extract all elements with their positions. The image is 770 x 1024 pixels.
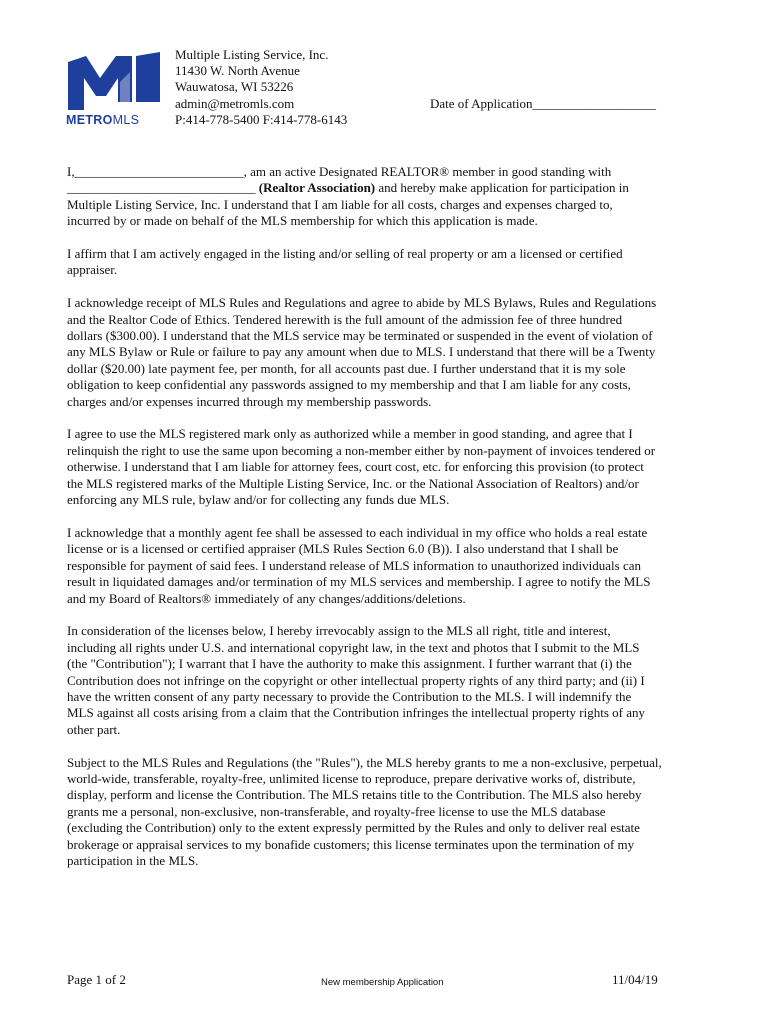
address-line: 11430 W. North Avenue xyxy=(175,63,300,79)
text-line: other part. xyxy=(67,721,121,737)
text-line: MLS against all costs arising from a claim that the Contribution infringes the intellectual property rights of any xyxy=(67,705,646,721)
text-line: I agree to use the MLS registered mark only as authorized while a member in good standing, and agree that I xyxy=(67,426,633,442)
text-line: (the "Contribution"); I warrant that I have the authority to make this assignment. I further warrant that (i) the xyxy=(67,656,632,672)
paragraph-copyright-assignment xyxy=(67,623,707,738)
text-line: Multiple Listing Service, Inc. I understand that I am liable for all costs, charges and expenses charged to, xyxy=(67,196,613,212)
text-line: I affirm that I am actively engaged in the listing and/or selling of real property or am a licensed or certified xyxy=(67,246,623,262)
text-line: responsible for payment of said fees. I understand release of MLS information to unauthorized individuals can xyxy=(67,557,642,573)
paragraph-rules-fees xyxy=(67,295,707,410)
date-of-application-field[interactable]: Date of Application___________________ xyxy=(430,96,657,111)
address-block xyxy=(175,47,347,128)
paragraph-affirmation xyxy=(67,246,707,279)
realtor-association-label: (Realtor Association) xyxy=(258,180,376,196)
text-line: any MLS Bylaw or Rule or failure to pay any amount when due to MLS. I understand that there will be a Twenty xyxy=(67,344,656,360)
text-line: In consideration of the licenses below, I hereby irrevocably assign to the MLS all right, title and interest, xyxy=(67,623,611,639)
text-line: enforcing any MLS rule, bylaw and/or for collecting any funds due MLS. xyxy=(67,492,450,508)
text-line: (excluding the Contribution) only to the extent expressly permitted by the Rules and only to deliver real estate xyxy=(67,820,640,836)
text-line: and my Board of Realtors® immediately of any changes/additions/deletions. xyxy=(67,590,466,606)
text-line: appraiser. xyxy=(67,262,118,278)
text-line: license or is a licensed or certified appraiser (MLS Rules Section 6.0 (B)). I also understand that I shall be xyxy=(67,541,619,557)
text-line: dollars ($300.00). I understand that the MLS service may be terminated or suspended in the event of violation of xyxy=(67,328,653,344)
text-line: grants me a personal, non-exclusive, non-transferable, and royalty-free license to use the MLS database xyxy=(67,803,606,819)
text-line: brokerage or appraisal services to my bonafide customers; this license terminates upon the termination of my xyxy=(67,836,635,852)
text-line: otherwise. I understand that I am liable for attorney fees, court cost, etc. for enforcing this provision (to protect xyxy=(67,459,644,475)
paragraph-agent-fee xyxy=(67,525,707,607)
text-line: _____________________________ (Realtor Association) and hereby make application for participation in xyxy=(67,180,629,196)
footer-title: New membership Application xyxy=(321,977,444,988)
page-number: Page 1 of 2 xyxy=(67,972,126,987)
text-line: participation in the MLS. xyxy=(67,852,199,868)
text-line: incurred by or made on behalf of the MLS membership for which this application is made. xyxy=(67,213,538,229)
text-line: the MLS registered marks of the Multiple Listing Service, Inc. or the National Association of Realtors) and/or xyxy=(67,475,639,491)
text-line: I acknowledge receipt of MLS Rules and Regulations and agree to abide by MLS Bylaws, Rules and Regulations xyxy=(67,295,657,311)
paragraph-registered-mark xyxy=(67,426,707,508)
text-line: world-wide, transferable, royalty-free, unlimited license to reproduce, prepare derivative works of, distribute, xyxy=(67,770,636,786)
address-line: Wauwatosa, WI 53226 xyxy=(175,79,294,95)
text-line: and the Realtor Code of Ethics. Tendered herewith is the full amount of the admission fee of three hundred xyxy=(67,311,623,327)
text-line: dollar ($20.00) late payment fee, per month, for all accounts past due. I further understand that it is my sole xyxy=(67,360,626,376)
text-line: result in liquidated damages and/or termination of my MLS services and membership. I agree to notify the MLS xyxy=(67,574,651,590)
text-line: including all rights under U.S. and international copyright law, in the text and photos that I submit to the MLS xyxy=(67,639,640,655)
text-line: charges and/or expenses incurred through my membership passwords. xyxy=(67,393,432,409)
text-line: obligation to keep confidential any passwords assigned to my membership and that I am liable for any costs, xyxy=(67,377,631,393)
address-line: Multiple Listing Service, Inc. xyxy=(175,47,329,62)
paragraph-license-grant xyxy=(67,755,707,870)
text-line: I,__________________________, am an active Designated REALTOR® member in good standing with xyxy=(67,164,612,179)
footer-date: 11/04/19 xyxy=(612,972,658,987)
email-line: admin@metromls.com xyxy=(175,95,295,111)
paragraph-membership xyxy=(67,164,707,230)
phone-fax-line: P:414-778-5400 F:414-778-6143 xyxy=(175,111,348,127)
text-line: I acknowledge that a monthly agent fee shall be assessed to each individual in my office who holds a real estate xyxy=(67,524,648,540)
text-line: Subject to the MLS Rules and Regulations (the "Rules"), the MLS hereby grants to me a non-exclusive, perpetual, xyxy=(67,754,662,770)
text-line: relinquish the right to use the same upon becoming a non-member either by non-payment of invoices tendered or xyxy=(67,442,656,458)
text-line: display, perform and license the Contribution. The MLS retains title to the Contribution. The MLS also hereby xyxy=(67,787,642,803)
logo-wordmark: METROMLS xyxy=(66,113,140,127)
text-line: Contribution does not infringe on the copyright or other intellectual property rights of any third party; and (ii) I xyxy=(67,672,645,688)
text-line: have the written consent of any party necessary to provide the Contribution to the MLS. I will indemnify the xyxy=(67,688,632,704)
document-body xyxy=(67,164,707,886)
